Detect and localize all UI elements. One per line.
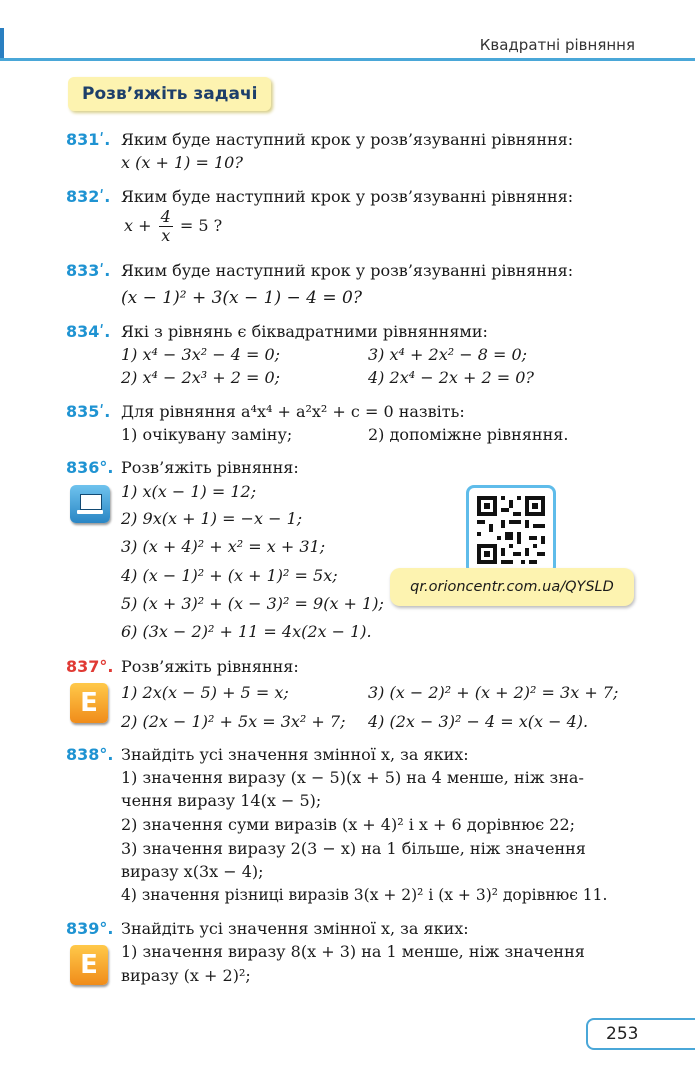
equation-item: 3) (x + 4)² + x² = x + 31; [121,537,326,556]
equation-suffix: = 5 ? [179,216,223,235]
option: 2) x⁴ − 2x³ + 2 = 0; [121,368,281,387]
problem-number: 839°. [66,919,114,938]
option: 3) x⁴ + 2x² − 8 = 0; [368,345,528,364]
equation-item: 3) (x − 2)² + (x + 2)² = 3x + 7; [368,683,619,702]
problem-text: Розв’яжіть рівняння: [121,458,299,477]
equation-item: 4) (x − 1)² + (x + 1)² = 5x; [121,566,338,585]
problem-line: 1) значення виразу 8(x + 3) на 1 менше, ніж значення [121,942,585,961]
problem-line: 2) значення суми виразів (x + 4)² і x + 6 дорівнює 22; [121,815,576,834]
problem-number: 835ʹ. [66,402,111,421]
option: 2) допоміжне рівняння. [368,425,569,444]
problem-text: Які з рівнянь є біквадратними рівняннями: [121,322,488,341]
e-badge-icon: E [70,683,108,723]
problem-number: 831ʹ. [66,130,111,149]
section-tab: Розв’яжіть задачі [68,77,271,111]
option: 1) x⁴ − 3x² − 4 = 0; [121,345,281,364]
fraction-equation [124,208,222,245]
problem-line: чення виразу 14(x − 5); [121,791,322,810]
header-rule [0,58,695,61]
problem-text: Яким буде наступний крок у розв’язуванні рівняння: [121,187,574,206]
qr-link[interactable]: qr.orioncentr.com.ua/QYSLD [390,568,634,606]
problem-number: 836°. [66,458,114,477]
problem-text: Яким буде наступний крок у розв’язуванні рівняння: [121,261,574,280]
problem-text: Знайдіть усі значення змінної x, за яких: [121,919,469,938]
header-accent [0,28,4,58]
page-number: 253 [586,1018,695,1050]
problem-number: 832ʹ. [66,187,111,206]
problem-line: 3) значення виразу 2(3 − x) на 1 більше, ніж значення [121,839,586,858]
problem-line: виразу (x + 2)²; [121,966,251,985]
qr-code-icon [469,488,553,572]
problem-number: 837°. [66,657,114,676]
equation-item: 6) (3x − 2)² + 11 = 4x(2x − 1). [121,622,372,641]
equation-item: 1) x(x − 1) = 12; [121,482,257,501]
header-title: Квадратні рівняння [479,36,635,54]
problem-number: 833ʹ. [66,261,111,280]
problem-text: Яким буде наступний крок у розв’язуванні рівняння: [121,130,574,149]
problem-number: 838°. [66,745,114,764]
equation: x (x + 1) = 10? [121,153,243,172]
equation-item: 2) (2x − 1)² + 5x = 3x² + 7; [121,712,346,731]
equation-prefix: x + [124,216,152,235]
equation-item: 1) 2x(x − 5) + 5 = x; [121,683,289,702]
qr-code[interactable] [466,485,556,575]
running-header [0,28,695,64]
problem-text: Для рівняння a⁴x⁴ + a²x² + c = 0 назвіть: [121,402,465,421]
fraction [159,208,173,245]
fraction-numerator: 4 [160,207,171,226]
problem-line: 4) значення різниці виразів 3(x + 2)² і (x + 3)² дорівнює 11. [121,886,608,904]
problem-text: Знайдіть усі значення змінної x, за яких: [121,745,469,764]
fraction-denominator: x [161,226,171,245]
e-badge-icon: E [70,945,108,985]
option: 1) очікувану заміну; [121,425,293,444]
equation: (x − 1)² + 3(x − 1) − 4 = 0? [121,288,362,308]
problem-number: 834ʹ. [66,322,111,341]
equation-item: 4) (2x − 3)² − 4 = x(x − 4). [368,712,589,731]
problem-line: виразу x(3x − 4); [121,862,264,881]
laptop-base [77,510,103,514]
option: 4) 2x⁴ − 2x + 2 = 0? [368,368,534,387]
laptop-icon [70,485,110,523]
equation-item: 5) (x + 3)² + (x − 3)² = 9(x + 1); [121,594,384,613]
problem-text: Розв’яжіть рівняння: [121,657,299,676]
problem-line: 1) значення виразу (x − 5)(x + 5) на 4 менше, ніж зна- [121,768,584,787]
equation-item: 2) 9x(x + 1) = −x − 1; [121,509,303,528]
laptop-screen [80,494,102,510]
